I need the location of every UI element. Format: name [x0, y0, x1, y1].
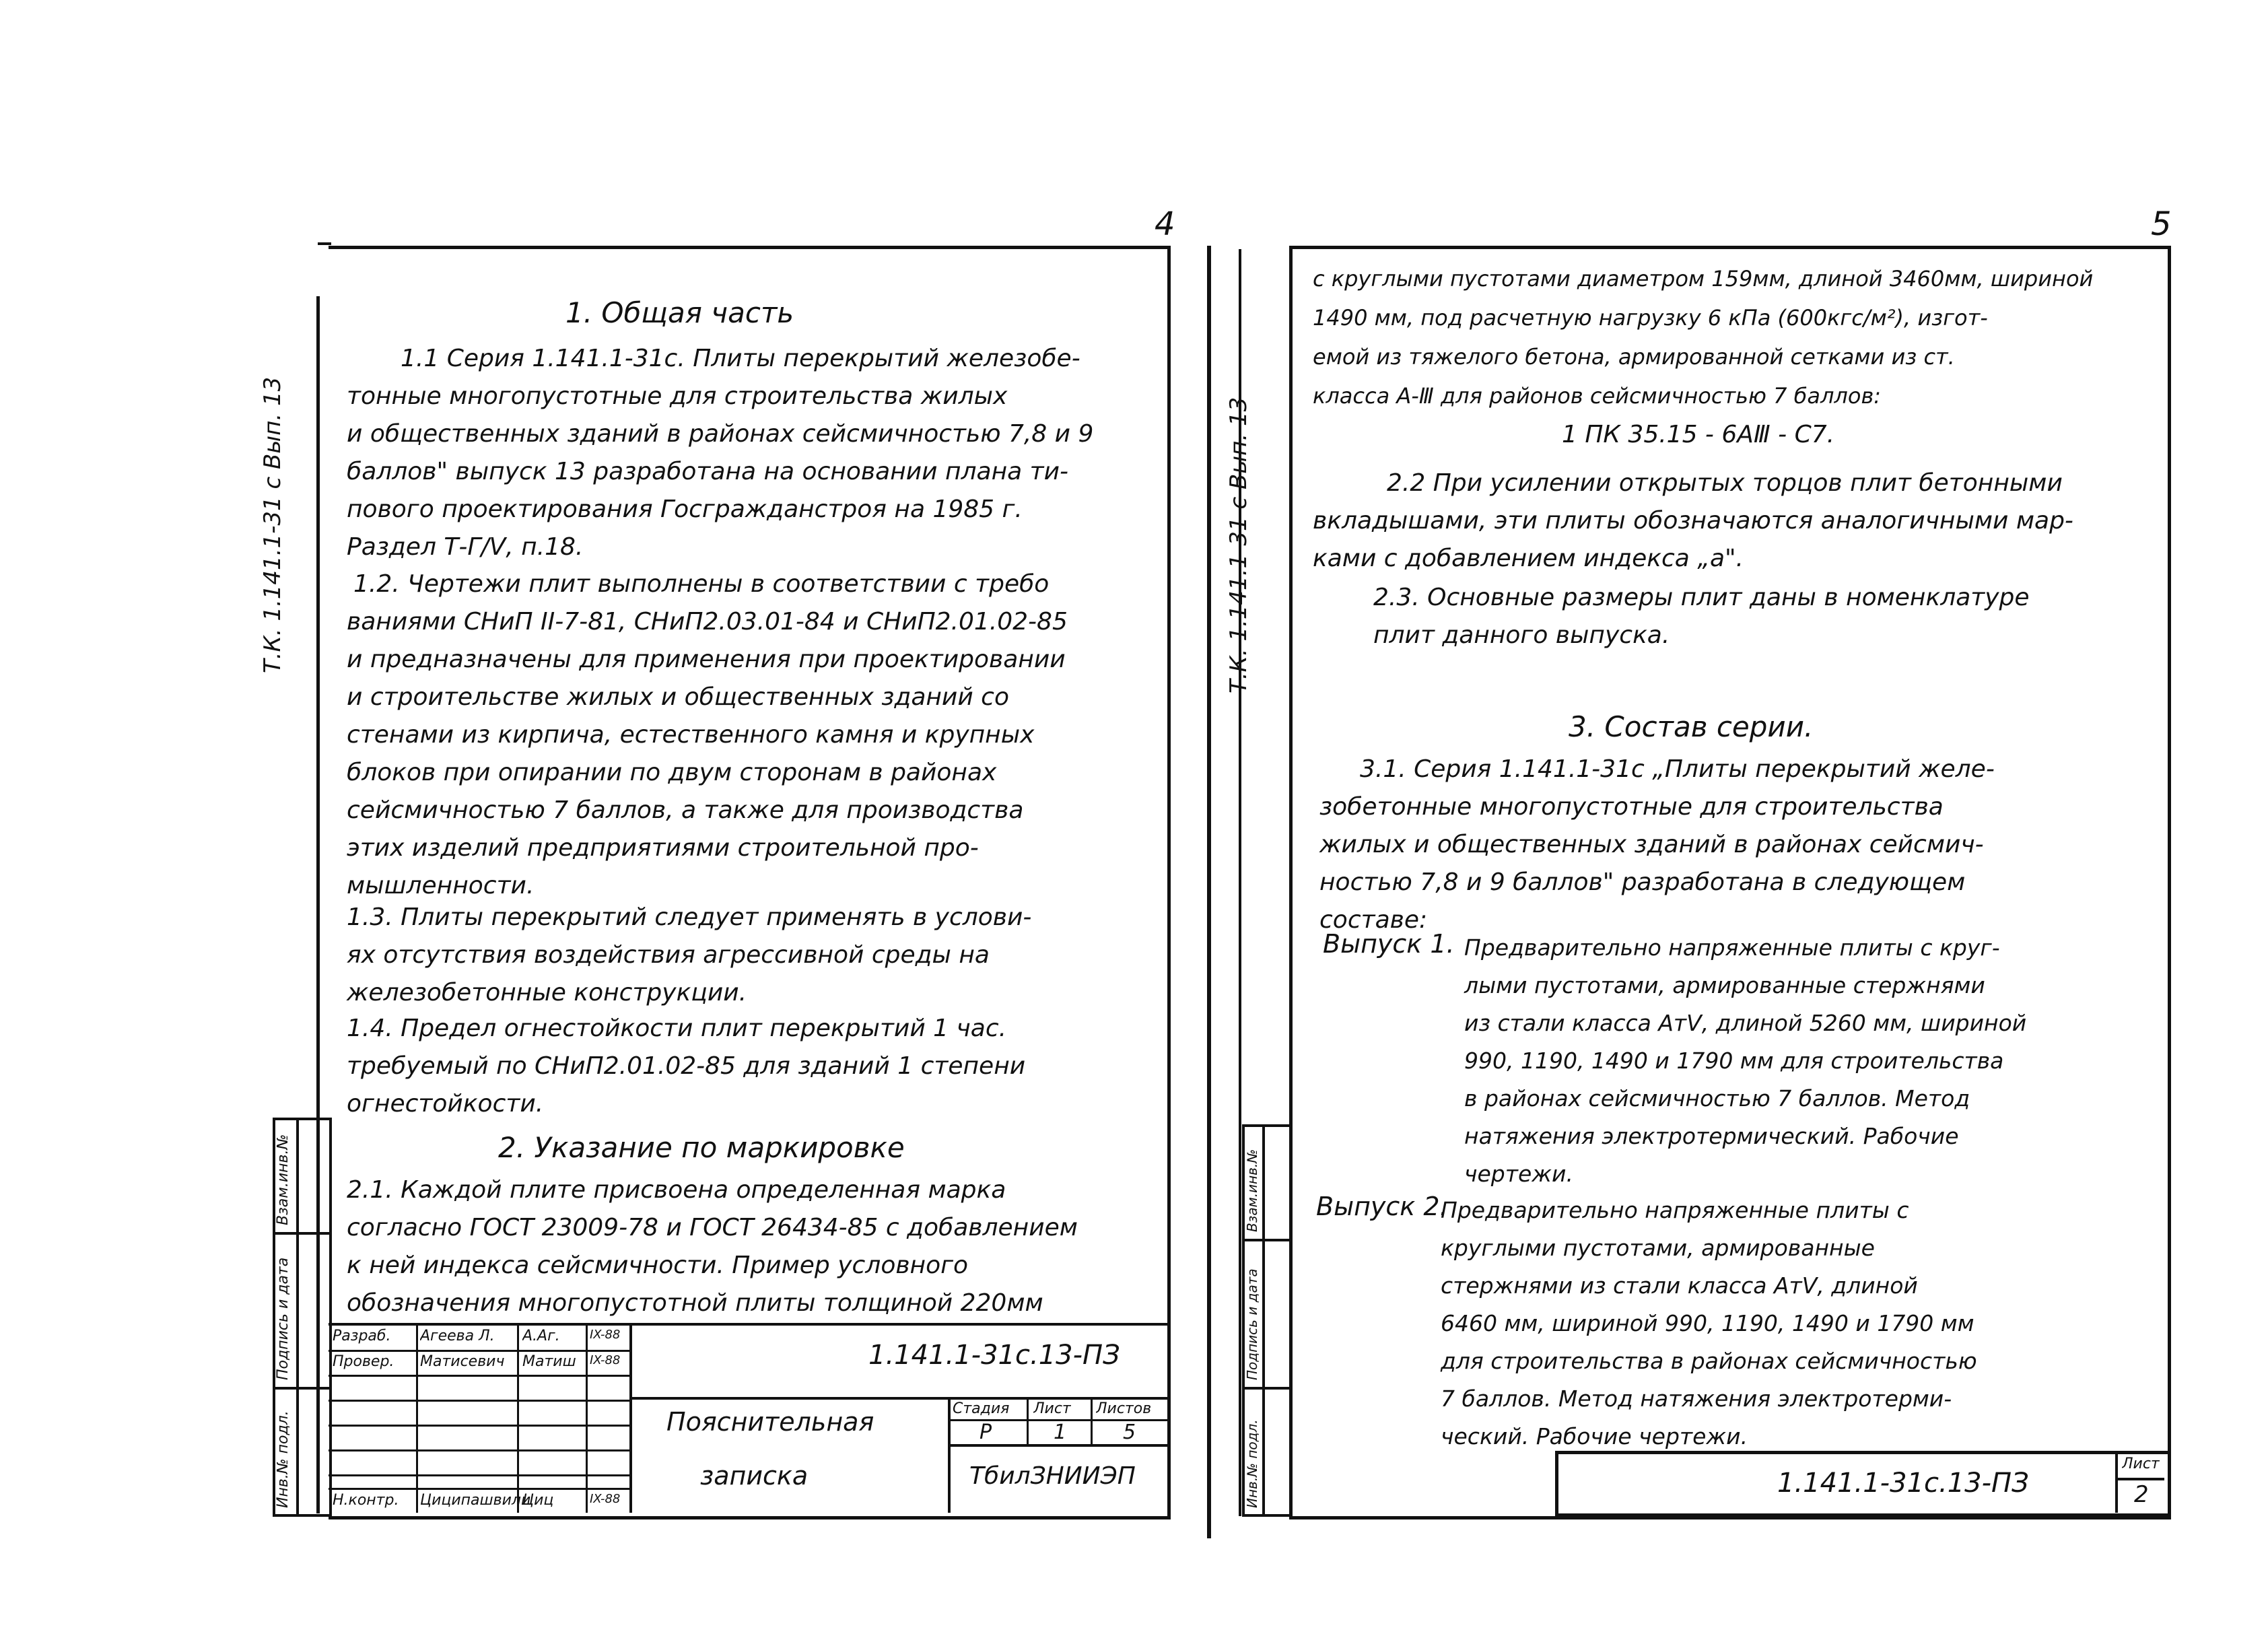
section-2-1 [347, 1171, 1078, 1322]
text-line: баллов" выпуск 13 разработана на основании плана ти- [347, 458, 1068, 485]
text-line: емой из тяжелого бетона, армированной сетками из ст. [1313, 344, 1955, 370]
tb-row [329, 1375, 629, 1377]
stamp-replaced-inv: Взам.инв.№ [275, 1134, 291, 1225]
tb-sign: Циц [522, 1492, 554, 1509]
section-1-3 [347, 899, 1031, 1012]
text-line: 3.1. Серия 1.141.1-31с „Плиты перекрытий желе- [1360, 755, 1995, 783]
tb-organization: ТбилЗНИИЭП [969, 1462, 1136, 1490]
left-stamp-hline [273, 1387, 329, 1390]
tb-row [329, 1449, 629, 1451]
rp-section-2-2 [1313, 465, 2073, 578]
text-line: 1.1 Серия 1.141.1-31с. Плиты перекрытий железобе- [401, 345, 1080, 372]
tb-col-sheet: Лист [1033, 1400, 1071, 1417]
tb-date: IX-88 [590, 1353, 621, 1367]
text-line: вкладышами, эти плиты обозначаются аналогичными мар- [1313, 507, 2073, 535]
left-page-number: 4 [1155, 205, 1175, 243]
tb-name: Циципашвили [420, 1492, 531, 1509]
tb-designation: 1.141.1-31с.13-ПЗ [868, 1340, 1120, 1371]
right-stamp-divider [1262, 1124, 1265, 1514]
text-line: Предварительно напряженные плиты с круг- [1464, 934, 2000, 961]
tb-role: Разраб. [333, 1328, 391, 1344]
tb-role: Н.контр. [333, 1492, 399, 1509]
section-1-2 [347, 566, 1068, 905]
text-line: пового проектирования Госгражданстроя на 1985 г. [347, 496, 1023, 523]
text-line: класса А-Ⅲ для районов сейсмичностью 7 баллов: [1313, 383, 1882, 409]
right-stamp-hline [1242, 1387, 1289, 1390]
text-line: 2.2 При усилении открытых торцов плит бетонными [1387, 469, 2063, 497]
rtb-sheet-value: 2 [2134, 1481, 2149, 1508]
tb-sign: Матиш [522, 1353, 576, 1370]
tb-sheets-value: 5 [1123, 1421, 1136, 1444]
text-line: этих изделий предприятиями строительной про- [347, 834, 979, 862]
text-line: Раздел Т-Г/Ⅴ, п.18. [347, 533, 584, 561]
left-side-label: Т.К. 1.141.1-31 с Вып. 13 [259, 376, 286, 673]
text-line: в районах сейсмичностью 7 баллов. Метод [1464, 1085, 1970, 1112]
tb-row [329, 1400, 629, 1402]
text-line: требуемый по СНиП2.01.02-85 для зданий 1 степени [347, 1052, 1026, 1080]
text-line: 2.1. Каждой плите присвоена определенная марка [347, 1176, 1006, 1204]
text-line: стержнями из стали класса АтⅤ, длиной [1441, 1272, 1918, 1299]
rp-formula: 1 ПК 35.15 - 6АⅢ - С7. [1562, 421, 1835, 448]
text-line: 1.4. Предел огнестойкости плит перекрытий 1 час. [347, 1015, 1007, 1042]
tb-name: Агеева Л. [420, 1328, 495, 1344]
tb-row [948, 1444, 1171, 1447]
tb-vline [629, 1323, 632, 1513]
text-line: зобетонные многопустотные для строительства [1319, 793, 1944, 821]
text-line: железобетонные конструкции. [347, 979, 747, 1006]
tb-row [329, 1474, 629, 1476]
text-line: для строительства в районах сейсмичностью [1441, 1348, 1977, 1374]
rtb-vline [2115, 1451, 2118, 1513]
rp-section-2-3 [1373, 579, 2030, 654]
tb-sheet-value: 1 [1054, 1421, 1067, 1444]
section-1-4 [347, 1010, 1025, 1123]
stamp-signature-date: Подпись и дата [275, 1257, 291, 1380]
text-line: 990, 1190, 1490 и 1790 мм для строительства [1464, 1048, 2004, 1074]
text-line: 1.2. Чертежи плит выполнены в соответствии с требо [353, 570, 1050, 598]
text-line: обозначения многопустотной плиты толщиной 220мм [347, 1289, 1043, 1317]
text-line: с круглыми пустотами диаметром 159мм, длиной 3460мм, шириной [1313, 266, 2094, 292]
text-line: из стали класса АтⅤ, длиной 5260 мм, шириной [1464, 1010, 2027, 1036]
tb-doc-title-2: записка [700, 1461, 809, 1491]
tb-date: IX-88 [590, 1328, 621, 1342]
text-line: Предварительно напряженные плиты с [1441, 1197, 1909, 1223]
stamp-inv-no: Инв.№ подл. [275, 1410, 291, 1508]
tb-role: Провер. [333, 1353, 394, 1370]
text-line: ях отсутствия воздействия агрессивной среды на [347, 941, 990, 969]
release-1-text [1464, 929, 2026, 1193]
text-line: и общественных зданий в районах сейсмичностью 7,8 и 9 [347, 420, 1094, 448]
heading-marking: 2. Указание по маркировке [498, 1131, 905, 1164]
rtb-hline [2115, 1478, 2164, 1480]
heading-general: 1. Общая часть [565, 296, 794, 329]
text-line: ческий. Рабочие чертежи. [1441, 1423, 1748, 1449]
left-stamp-divider [296, 1118, 299, 1514]
text-line: ваниями СНиП II-7-81, СНиП2.03.01-84 и СНиП2.01.02-85 [347, 608, 1068, 636]
text-line: тонные многопустотные для строительства жилых [347, 382, 1008, 410]
tb-row [329, 1350, 629, 1352]
tb-col-stage: Стадия [953, 1400, 1010, 1417]
text-line: 1.3. Плиты перекрытий следует применять в услови- [347, 903, 1032, 931]
text-line: ками с добавлением индекса „а". [1313, 545, 1744, 572]
rtb-designation: 1.141.1-31с.13-ПЗ [1777, 1468, 2029, 1499]
section-1-1 [347, 340, 1093, 566]
heading-composition: 3. Состав серии. [1569, 710, 1814, 743]
text-line: 1490 мм, под расчетную нагрузку 6 кПа (600кгс/м²), изгот- [1313, 305, 1988, 331]
rp-section-2-1-cont [1313, 259, 2093, 415]
tb-mid-line [629, 1397, 1171, 1400]
text-line: ностью 7,8 и 9 баллов" разработана в следующем [1319, 868, 1966, 896]
text-line: плит данного выпуска. [1373, 621, 1670, 649]
stamp-inv-no: Инв.№ подл. [1244, 1419, 1260, 1508]
text-line: согласно ГОСТ 23009-78 и ГОСТ 26434-85 с добавлением [347, 1214, 1078, 1241]
text-line: жилых и общественных зданий в районах сейсмич- [1319, 831, 1984, 858]
tb-sign: А.Аг. [522, 1328, 560, 1344]
stamp-signature-date: Подпись и дата [1244, 1268, 1260, 1380]
text-line: натяжения электротермический. Рабочие [1464, 1123, 1959, 1149]
text-line: блоков при опирании по двум сторонам в районах [347, 759, 997, 786]
release-2-label: Выпуск 2. [1316, 1192, 1448, 1221]
left-stamp-hline [273, 1232, 329, 1235]
right-side-label: Т.К. 1.141.1-31 с Вып. 13 [1225, 397, 1252, 693]
tb-stage-value: Р [980, 1421, 992, 1444]
text-line: круглыми пустотами, армированные [1441, 1235, 1875, 1261]
center-fold-line [1207, 246, 1211, 1538]
text-line: огнестойкости. [347, 1090, 544, 1118]
text-line: лыми пустотами, армированные стержнями [1464, 972, 1985, 998]
text-line: чертежи. [1464, 1161, 1573, 1187]
tb-row [329, 1488, 629, 1490]
tb-row [329, 1425, 629, 1427]
text-line: 7 баллов. Метод натяжения электротерми- [1441, 1386, 1952, 1412]
rtb-col-sheet: Лист [2122, 1456, 2160, 1472]
rp-section-3-1 [1319, 751, 1995, 939]
tb-name: Матисевич [420, 1353, 505, 1370]
text-line: к ней индекса сейсмичности. Пример условного [347, 1252, 969, 1279]
text-line: мышленности. [347, 872, 535, 899]
text-line: 6460 мм, шириной 990, 1190, 1490 и 1790 мм [1441, 1310, 1974, 1336]
text-line: и предназначены для применения при проектировании [347, 646, 1066, 673]
text-line: стенами из кирпича, естественного камня и крупных [347, 721, 1035, 749]
tb-date: IX-88 [590, 1492, 621, 1506]
left-top-dash [318, 242, 331, 245]
text-line: составе: [1319, 906, 1428, 934]
text-line: и строительстве жилых и общественных зданий со [347, 683, 1009, 711]
stamp-replaced-inv: Взам.инв.№ [1244, 1149, 1260, 1232]
release-1-label: Выпуск 1. [1323, 929, 1455, 959]
tb-col-sheets: Листов [1096, 1400, 1152, 1417]
text-line: сейсмичностью 7 баллов, а также для производства [347, 796, 1024, 824]
tb-vline [948, 1397, 951, 1513]
text-line: 2.3. Основные размеры плит даны в номенклатуре [1373, 584, 2030, 611]
release-2-text [1441, 1192, 1977, 1456]
tb-top-line [329, 1323, 1171, 1326]
tb-doc-title-1: Пояснительная [666, 1407, 874, 1437]
right-stamp-hline [1242, 1239, 1289, 1241]
right-page-number: 5 [2151, 205, 2172, 243]
